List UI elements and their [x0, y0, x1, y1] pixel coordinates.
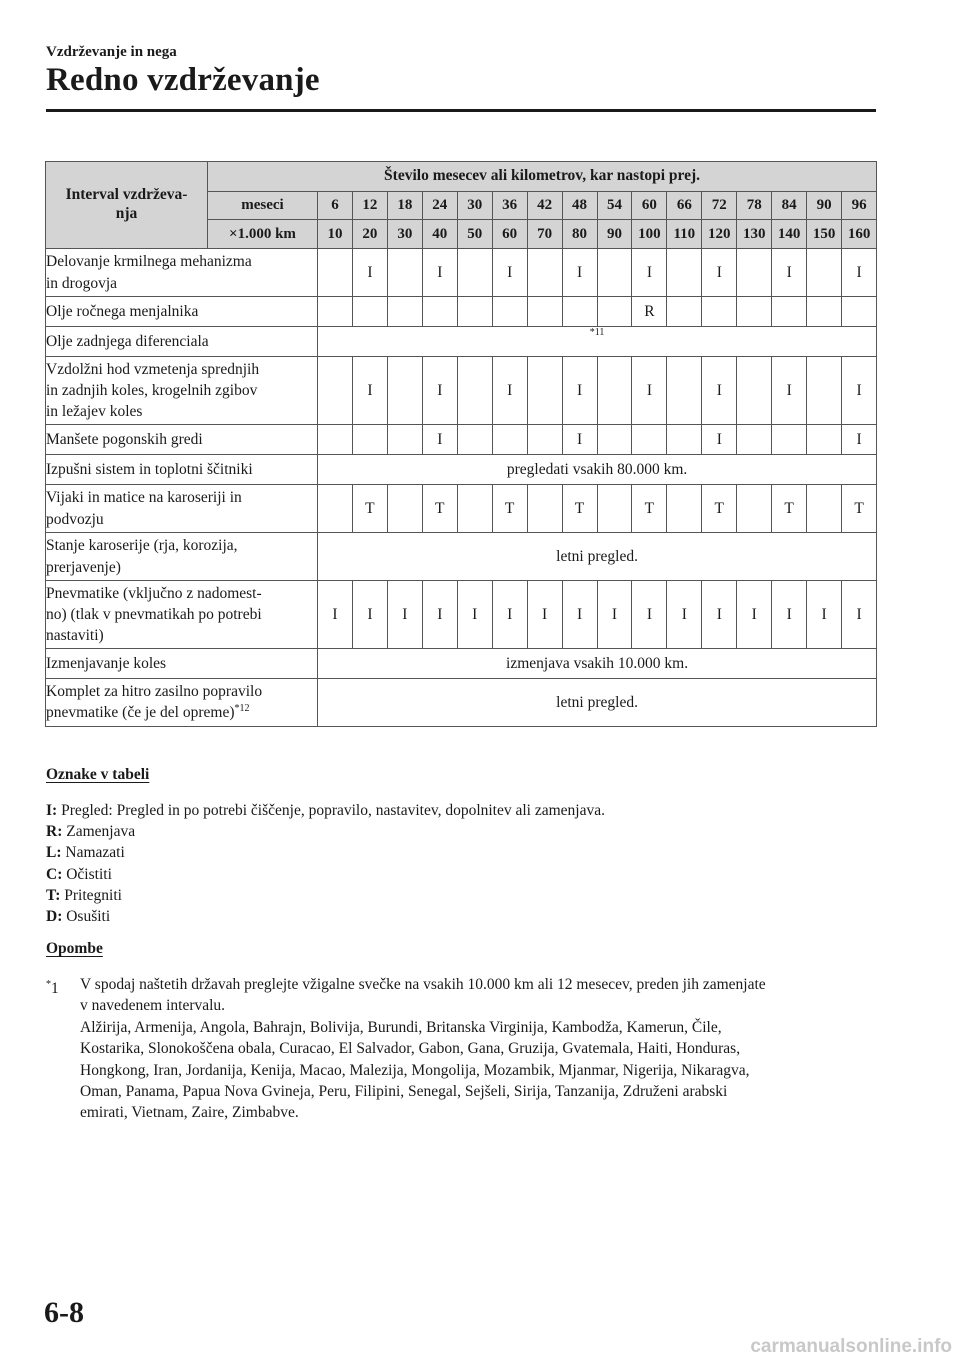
row-label-text: Vijaki in matice na karoseriji in podvozju [46, 489, 242, 528]
schedule-cell [457, 357, 492, 425]
month-col-90: 90 [807, 191, 842, 220]
km-col-150: 150 [807, 220, 842, 249]
table-row [46, 533, 877, 581]
legend-text: Osušiti [66, 908, 111, 926]
schedule-cell: I [352, 357, 387, 425]
schedule-footnote-ref: *11 [318, 327, 877, 357]
schedule-cell: I [562, 581, 597, 649]
schedule-cell [527, 485, 562, 533]
schedule-cell [352, 425, 387, 455]
month-col-30: 30 [457, 191, 492, 220]
km-col-140: 140 [772, 220, 807, 249]
title-divider [46, 109, 876, 112]
schedule-cell: I [352, 581, 387, 649]
row-label-footnote: *12 [234, 703, 250, 715]
schedule-span: letni pregled. [318, 533, 877, 581]
legend-key: T: [46, 886, 61, 904]
row-label [46, 455, 318, 485]
schedule-cell [807, 485, 842, 533]
month-col-54: 54 [597, 191, 632, 220]
row-label [46, 327, 318, 357]
table-row [46, 249, 877, 297]
schedule-cell: T [352, 485, 387, 533]
row-label [46, 357, 318, 425]
schedule-cell [527, 425, 562, 455]
schedule-cell: I [457, 581, 492, 649]
schedule-cell: I [352, 249, 387, 297]
schedule-cell [772, 297, 807, 327]
month-col-6: 6 [318, 191, 353, 220]
row-label [46, 249, 318, 297]
schedule-cell: T [492, 485, 527, 533]
legend-key: R: [46, 823, 63, 841]
schedule-cell: I [842, 581, 877, 649]
schedule-cell: T [562, 485, 597, 533]
schedule-cell: I [422, 249, 457, 297]
schedule-cell: I [597, 581, 632, 649]
section-label: Vzdrževanje in nega [46, 44, 177, 60]
schedule-cell: I [422, 425, 457, 455]
month-col-96: 96 [842, 191, 877, 220]
month-col-66: 66 [667, 191, 702, 220]
km-col-40: 40 [422, 220, 457, 249]
km-col-10: 10 [318, 220, 353, 249]
note-number: *1 [46, 979, 59, 998]
schedule-cell: I [562, 425, 597, 455]
legend-list [46, 800, 605, 927]
legend-text: Pregled: Pregled in po potrebi čiščenje, popravilo, nastavitev, dopolnitev ali zamenjava. [61, 802, 605, 819]
schedule-cell [457, 249, 492, 297]
month-col-24: 24 [422, 191, 457, 220]
schedule-cell: I [318, 581, 353, 649]
note-line: emirati, Vietnam, Zaire, Zimbabve. [80, 1104, 299, 1122]
schedule-cell: I [632, 249, 667, 297]
schedule-cell [457, 425, 492, 455]
km-col-110: 110 [667, 220, 702, 249]
month-col-18: 18 [387, 191, 422, 220]
schedule-cell [667, 485, 702, 533]
km-col-20: 20 [352, 220, 387, 249]
schedule-cell [597, 297, 632, 327]
legend-item [46, 842, 605, 863]
month-col-48: 48 [562, 191, 597, 220]
schedule-cell [702, 297, 737, 327]
schedule-span: letni pregled. [318, 679, 877, 727]
schedule-cell: I [772, 357, 807, 425]
schedule-cell: I [842, 357, 877, 425]
schedule-cell [807, 249, 842, 297]
km-col-120: 120 [702, 220, 737, 249]
km-col-70: 70 [527, 220, 562, 249]
legend-key: I: [46, 802, 58, 819]
schedule-cell [807, 425, 842, 455]
months-label: meseci [208, 191, 318, 220]
legend-text: Namazati [65, 844, 125, 862]
note-line: V spodaj naštetih državah preglejte vžigalne svečke na vsakih 10.000 km ali 12 mesecev, preden jih zamenjate [80, 976, 766, 993]
schedule-cell: T [632, 485, 667, 533]
schedule-cell: I [387, 581, 422, 649]
legend-item [46, 885, 605, 906]
watermark: carmanualsonline.info [750, 1336, 952, 1357]
row-label-text: Olje ročnega menjalnika [46, 302, 199, 320]
period-header: Število mesecev ali kilometrov, kar nastopi prej. [208, 162, 877, 192]
km-label: ×1.000 km [208, 220, 318, 249]
schedule-cell: I [737, 581, 772, 649]
page-number: 6-8 [44, 1296, 84, 1329]
month-col-36: 36 [492, 191, 527, 220]
schedule-cell [387, 485, 422, 533]
schedule-cell [562, 297, 597, 327]
schedule-cell: T [422, 485, 457, 533]
note-body [80, 974, 876, 1124]
schedule-cell: I [422, 357, 457, 425]
schedule-cell [527, 297, 562, 327]
schedule-cell [527, 249, 562, 297]
km-col-30: 30 [387, 220, 422, 249]
maintenance-schedule-table [45, 161, 877, 727]
schedule-cell: I [492, 249, 527, 297]
schedule-cell [387, 357, 422, 425]
schedule-cell: T [702, 485, 737, 533]
schedule-cell [492, 425, 527, 455]
schedule-cell [842, 297, 877, 327]
schedule-cell [597, 249, 632, 297]
legend-text: Očistiti [66, 865, 112, 883]
table-row [46, 425, 877, 455]
schedule-cell [737, 425, 772, 455]
notes-heading: Opombe [46, 940, 103, 957]
schedule-cell [737, 249, 772, 297]
km-col-80: 80 [562, 220, 597, 249]
legend-item [46, 800, 605, 821]
schedule-cell: I [702, 581, 737, 649]
schedule-cell [667, 357, 702, 425]
schedule-cell [597, 485, 632, 533]
schedule-cell [492, 297, 527, 327]
table-row [46, 679, 877, 727]
schedule-cell: I [422, 581, 457, 649]
row-label-text: Pnevmatike (vključno z nadomest- no) (tlak v pnevmatikah po potrebi nastaviti) [46, 584, 262, 645]
schedule-cell: I [702, 249, 737, 297]
row-label [46, 581, 318, 649]
note-line: Kostarika, Slonokoščena obala, Curacao, El Salvador, Gabon, Gana, Gruzija, Gvatemala, Haiti, Honduras, [80, 1040, 741, 1058]
schedule-cell: I [807, 581, 842, 649]
row-label [46, 649, 318, 679]
legend-key: C: [46, 865, 63, 883]
schedule-cell [318, 297, 353, 327]
schedule-cell: I [527, 581, 562, 649]
legend-item [46, 821, 605, 842]
row-label-text: Stanje karoserije (rja, korozija, prerjavenje) [46, 537, 238, 576]
schedule-cell [807, 297, 842, 327]
schedule-cell: I [492, 357, 527, 425]
schedule-cell: I [632, 357, 667, 425]
legend-text: Pritegniti [64, 886, 122, 904]
note-item [46, 974, 876, 1124]
month-col-84: 84 [772, 191, 807, 220]
schedule-cell: I [562, 249, 597, 297]
schedule-cell: I [492, 581, 527, 649]
month-col-60: 60 [632, 191, 667, 220]
schedule-cell: R [632, 297, 667, 327]
schedule-cell [318, 249, 353, 297]
schedule-cell [457, 297, 492, 327]
page-title: Redno vzdrževanje [46, 62, 320, 98]
schedule-cell [772, 425, 807, 455]
row-label-text: Komplet za hitro zasilno popravilo pnevmatike (če je del opreme) [46, 683, 263, 722]
notes-list [46, 974, 876, 1124]
km-col-90: 90 [597, 220, 632, 249]
schedule-cell [457, 485, 492, 533]
legend-heading: Oznake v tabeli [46, 766, 150, 783]
schedule-cell [318, 425, 353, 455]
row-label-text: Izmenjavanje koles [46, 654, 167, 672]
schedule-cell [352, 297, 387, 327]
month-col-42: 42 [527, 191, 562, 220]
schedule-cell: I [772, 249, 807, 297]
schedule-cell: I [772, 581, 807, 649]
schedule-cell: I [632, 581, 667, 649]
legend-item [46, 906, 605, 927]
schedule-cell: I [562, 357, 597, 425]
note-line: Oman, Panama, Papua Nova Gvineja, Peru, Filipini, Senegal, Sejšeli, Sirija, Tanzanija, Združeni arabski [80, 1083, 728, 1101]
row-label-text: Izpušni sistem in toplotni ščitniki [46, 460, 253, 478]
row-label [46, 679, 318, 727]
row-label-text: Vzdolžni hod vzmetenja sprednjih in zadnjih koles, krogelnih zgibov in ležajev koles [46, 360, 260, 421]
interval-header-text: Interval vzdrževa- nja [65, 186, 188, 222]
note-line: Alžirija, Armenija, Angola, Bahrajn, Bolivija, Burundi, Britanska Virginija, Kambodža, Kamerun, Čile, [80, 1018, 722, 1036]
schedule-cell [807, 357, 842, 425]
legend-item [46, 864, 605, 885]
schedule-span: izmenjava vsakih 10.000 km. [318, 649, 877, 679]
schedule-cell: I [842, 249, 877, 297]
row-label [46, 485, 318, 533]
note-line: Hongkong, Iran, Jordanija, Kenija, Macao, Malezija, Mongolija, Mozambik, Mjanmar, Nigerija, Nikaragva, [80, 1061, 750, 1079]
schedule-cell: T [842, 485, 877, 533]
schedule-cell [667, 249, 702, 297]
row-label [46, 297, 318, 327]
row-label-text: Manšete pogonskih gredi [46, 430, 203, 448]
row-label-text: Olje zadnjega diferenciala [46, 332, 209, 350]
table-row [46, 485, 877, 533]
schedule-cell [632, 425, 667, 455]
table-row [46, 649, 877, 679]
schedule-cell [667, 297, 702, 327]
legend-key: L: [46, 844, 62, 862]
table-row [46, 455, 877, 485]
schedule-cell [737, 357, 772, 425]
schedule-cell [318, 357, 353, 425]
schedule-cell [387, 297, 422, 327]
note-line: v navedenem intervalu. [80, 997, 226, 1015]
schedule-cell: I [842, 425, 877, 455]
schedule-cell [387, 249, 422, 297]
table-row [46, 357, 877, 425]
schedule-cell: I [702, 425, 737, 455]
row-label [46, 425, 318, 455]
schedule-cell [387, 425, 422, 455]
schedule-cell [318, 485, 353, 533]
row-label [46, 533, 318, 581]
schedule-cell: T [772, 485, 807, 533]
km-col-100: 100 [632, 220, 667, 249]
month-col-72: 72 [702, 191, 737, 220]
month-col-12: 12 [352, 191, 387, 220]
km-col-60: 60 [492, 220, 527, 249]
schedule-cell [597, 425, 632, 455]
note-star: * [46, 979, 51, 990]
month-col-78: 78 [737, 191, 772, 220]
schedule-span: pregledati vsakih 80.000 km. [318, 455, 877, 485]
schedule-cell [597, 357, 632, 425]
interval-header [46, 162, 208, 249]
schedule-cell [422, 297, 457, 327]
km-col-130: 130 [737, 220, 772, 249]
schedule-cell [667, 425, 702, 455]
km-col-50: 50 [457, 220, 492, 249]
table-row [46, 297, 877, 327]
row-label-text: Delovanje krmilnega mehanizma in drogovja [46, 253, 252, 292]
table-row [46, 327, 877, 357]
schedule-cell: I [667, 581, 702, 649]
legend-key: D: [46, 908, 63, 926]
schedule-cell [737, 485, 772, 533]
schedule-cell [527, 357, 562, 425]
schedule-cell: I [702, 357, 737, 425]
legend-text: Zamenjava [66, 823, 136, 841]
table-row [46, 581, 877, 649]
schedule-cell [737, 297, 772, 327]
km-col-160: 160 [842, 220, 877, 249]
